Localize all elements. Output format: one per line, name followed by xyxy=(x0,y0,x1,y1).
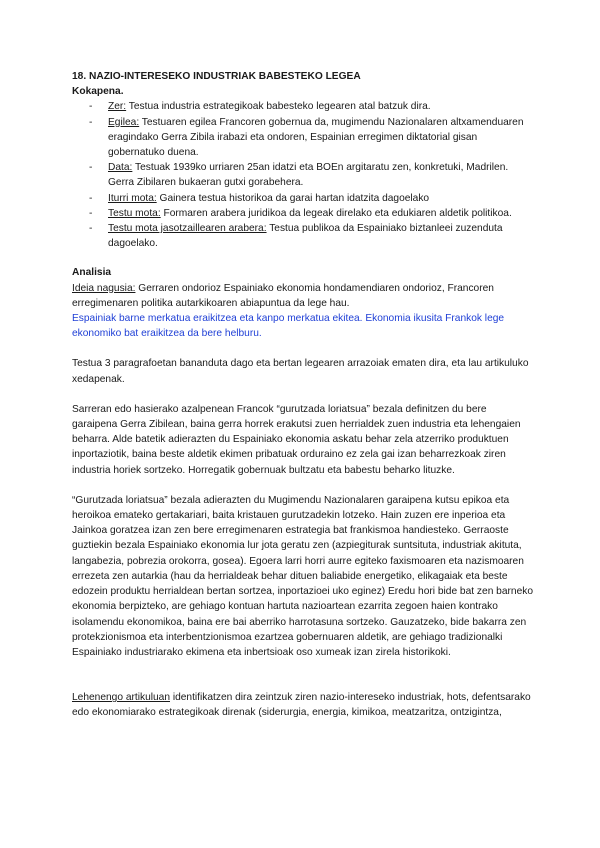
kokapena-heading: Kokapena. xyxy=(72,86,124,98)
paragraph-structure: Testua 3 paragrafoetan bananduta dago eta bertan legearen arrazoiak ematen dira, eta lau artikuluko xedapenak. xyxy=(72,358,529,385)
ideia-nagusia xyxy=(72,281,534,311)
paragraph-sarrera: Sarreran edo hasierako azalpenean Francok “gurutzada loriatsua” bezala definitzen du bere garaipena Gerra Zibilean, baina gerra horrek erakutsi zuen herrialdek zuen industria eta lehengaien beharra. Alde batetik adierazten du Espainiako ekonomia askatu behar zela atzerriko produktuen inportaziotik, baina beste aldetik ekimen pribatuak orduraino ez zela gai izan beharrezkoak ziren industria horiek sortzeko. Horregatik gobernuak bultzatu eta babestu beharko lituzke. xyxy=(72,403,521,476)
list-item: - Testu mota jasotzaillearen arabera: Testua publikoa da Espainiako biztanleei zuzenduta dagoelako. xyxy=(89,223,503,250)
ideia-label: Ideia nagusia: xyxy=(72,282,136,294)
item-text: Gainera testua historikoa da garai hartan idatzita dagoelako xyxy=(156,192,430,204)
item-label: Egilea: xyxy=(108,116,140,128)
item-label: Zer: xyxy=(108,101,127,113)
list-item: - Testu mota: Formaren arabera juridikoa da legeak direlako eta edukiaren aldetik politikoa. xyxy=(89,207,512,219)
item-label: Iturri mota: xyxy=(108,192,157,204)
ideia-text: Gerraren ondorioz Espainiako ekonomia hondamendiaren ondorioz, Francoren erregimenaren politika autarkikoaren abiapuntua da lege hau. xyxy=(72,282,494,309)
item-text: Testua publikoa da Espainiako biztanleei zuzenduta dagoelako. xyxy=(108,223,503,250)
list-item: - Data: Testuak 1939ko urriaren 25an idatzi eta BOEn argitaratu zen, konkretuki, Madrilen. Gerra Zibilaren bukaeran gutxi gorabehera. xyxy=(89,162,509,189)
article-text: identifikatzen dira zeintzuk ziren nazio-intereseko industriak, hots, defentsarako edo ekonomiarako estrategikoak direnak (siderurgia, energia, kimikoa, meatzaritza, ontzigintza, xyxy=(72,692,531,719)
item-text: Testuaren egilea Francoren gobernua da, mugimendu Nazionalaren altxamenduaren eragindako Gerra Zibila irabazi eta ondoren, Espainian erregimen diktatorial gisan gobernatuko duena. xyxy=(108,116,524,159)
item-text: Testuak 1939ko urriaren 25an idatzi eta BOEn argitaratu zen, konkretuki, Madrilen. Gerra Zibilaren bukaeran gutxi gorabehera. xyxy=(108,162,509,189)
item-label: Data: xyxy=(108,162,133,174)
list-item: - Egilea: Testuaren egilea Francoren gobernua da, mugimendu Nazionalaren altxamenduaren eragindako Gerra Zibila irabazi eta ondoren, Espainian erregimen diktatorial gisan gobernatuko duena. xyxy=(89,116,524,159)
paragraph-gurutzada: “Gurutzada loriatsua” bezala adierazten du Mugimendu Nazionalaren garaipena kutsu epikoa eta heroikoa emateko gertakariari, baita kristauen gurutzadekin lotzeko. Hain zuzen ere inperioa eta Jainkoa goratzea izan zen bere erregimenaren estrategia bat frankismoa handiesteko. Gerraoste guztiekin bezala Espainiako ekonomia lur jota geratu zen (azpiegiturak suntsituta, industriak akituta, langabezia, pobrezia orokorra, gosea). Egoera larri horri aurre egiteko faxismoaren eta nazismoaren errezeta zen autarkia (hau da herrialdeak behar dituen baliabide energetiko, elikagaiak eta beste edozein produktu herrialdean bertan sortzea, inportazioei uko eginez) Eredu hori bide bat zen barneko ekonomia berpizteko, are gehiago kontuan hartuta nazioartean ezarrita zegoen haien kontrako isolamendu ekonomikoa, baina ere bai aberriko harrotasuna sortzeko. Gauzatzeko, bide bakarra zen protekzionismoa eta interbentzionismoa ezartzea gobernuaren aldetik, are gehiago tradizionalki Espainiako industriarako ekimena eta inbertsioak oso xumeak izan zirela historikoki. xyxy=(72,494,533,658)
list-item: - Iturri mota: Gainera testua historikoa da garai hartan idatzita dagoelako xyxy=(89,192,430,204)
list-item: - Zer: Testua industria estrategikoak babesteko legearen atal batzuk dira. xyxy=(89,101,431,113)
analisia-heading: Analisia xyxy=(72,267,112,279)
document-content xyxy=(72,69,534,721)
item-label: Testu mota: xyxy=(108,207,161,219)
ideia-note: Espainiak barne merkatua eraikitzea eta kanpo merkatua ekitea. Ekonomia ikusita Frankok lege ekonomiko bat eraikitzea da bere helburu. xyxy=(72,313,505,340)
item-label: Testu mota jasotzaillearen arabera: xyxy=(108,223,267,235)
article-label: Lehenengo artikuluan xyxy=(72,692,170,704)
item-text: Formaren arabera juridikoa da legeak direlako eta edukiaren aldetik politikoa. xyxy=(160,207,512,219)
kokapena-list xyxy=(72,99,534,251)
document-title: 18. NAZIO-INTERESEKO INDUSTRIAK BABESTEKO LEGEA xyxy=(72,71,361,82)
item-text: Testua industria estrategikoak babesteko legearen atal batzuk dira. xyxy=(126,101,431,113)
paragraph-lehenengo-artikulua xyxy=(72,690,534,720)
